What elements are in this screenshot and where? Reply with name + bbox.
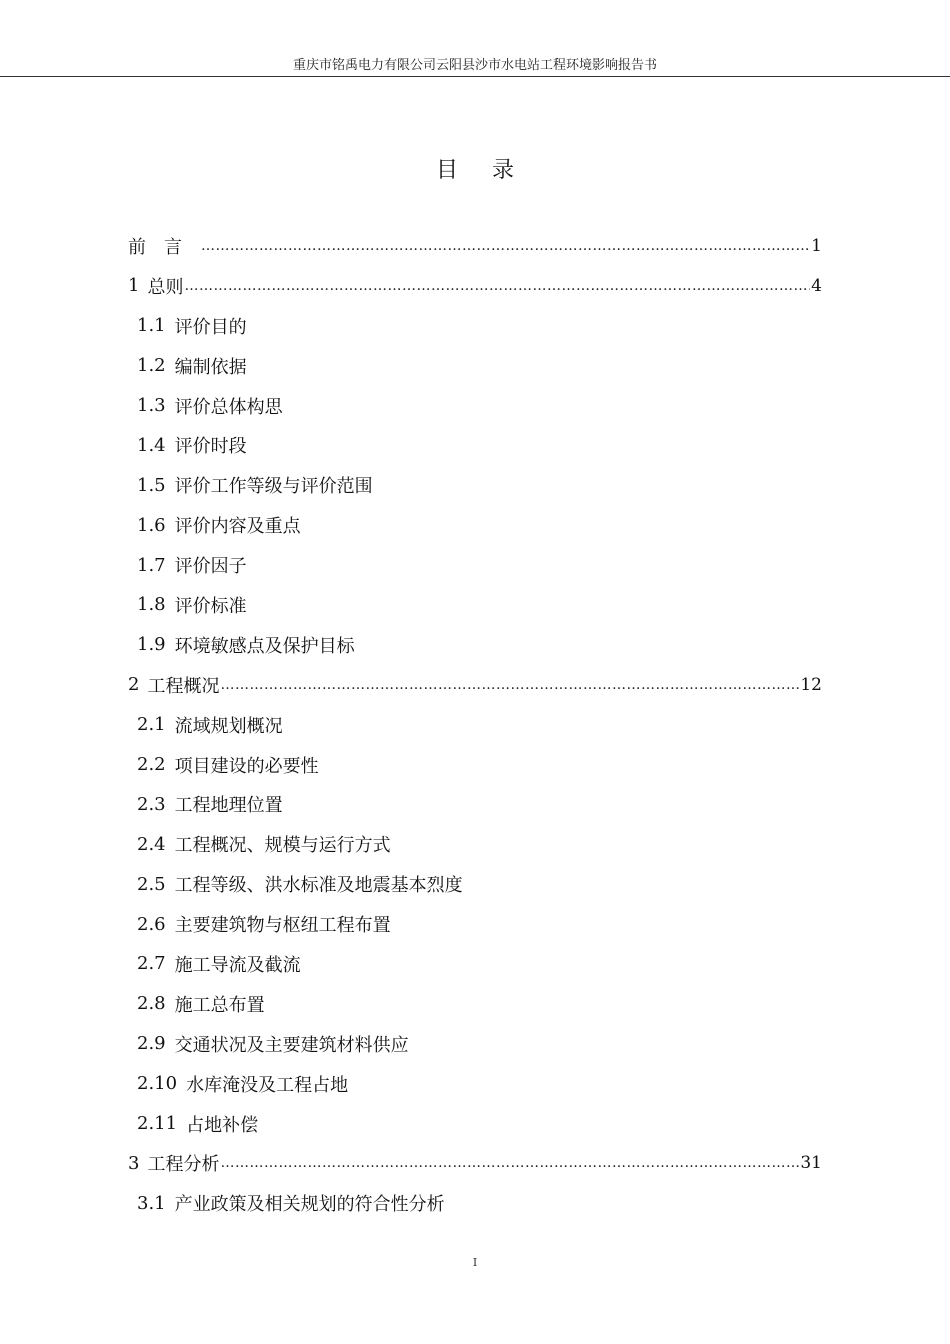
toc-entry-chapter-2[interactable] <box>128 665 822 705</box>
toc-entry-section[interactable] <box>128 505 822 545</box>
toc-entry-label: 交通状况及主要建筑材料供应 <box>174 1034 409 1056</box>
toc-entry-number: 2.5 <box>137 873 166 895</box>
toc-entry-label: 编制依据 <box>174 356 247 378</box>
toc-entry-label: 工程地理位置 <box>174 795 283 817</box>
toc-entry-section[interactable] <box>128 904 822 944</box>
toc-entry-section[interactable] <box>128 944 822 984</box>
toc-entry-label: 产业政策及相关规划的符合性分析 <box>174 1194 445 1216</box>
toc-entry-label: 施工导流及截流 <box>174 954 301 976</box>
toc-entry-section[interactable] <box>128 545 822 585</box>
toc-entry-label: 总则 <box>147 276 184 298</box>
toc-entry-number: 2.2 <box>137 754 166 776</box>
toc-entry-label: 主要建筑物与枢纽工程布置 <box>174 915 391 937</box>
toc-entry-number: 1.5 <box>137 474 166 496</box>
toc-entry-page: 4 <box>811 275 822 296</box>
toc-entry-chapter-1[interactable] <box>128 266 822 306</box>
toc-entry-number: 2.7 <box>137 953 166 975</box>
toc-leader-dots <box>184 278 810 294</box>
toc-entry-number: 2.9 <box>137 1033 166 1055</box>
toc-entry-section[interactable] <box>128 386 822 426</box>
toc-entry-label: 流域规划概况 <box>174 715 283 737</box>
toc-entry-number: 1.4 <box>137 434 166 456</box>
toc-entry-section[interactable] <box>128 1104 822 1144</box>
toc-entry-label: 评价总体构思 <box>174 396 283 418</box>
toc-entry-number: 2 <box>128 674 140 696</box>
toc-entry-number: 1.3 <box>137 395 166 416</box>
toc-entry-label: 占地补偿 <box>186 1114 259 1136</box>
running-header: 重庆市铭禹电力有限公司云阳县沙市水电站工程环境影响报告书 <box>292 58 657 73</box>
toc-entry-label: 评价时段 <box>174 436 247 458</box>
toc-entry-section[interactable] <box>128 585 822 625</box>
toc-leader-dots <box>220 677 799 693</box>
toc-entry-section[interactable] <box>128 1064 822 1104</box>
toc-entry-section[interactable] <box>128 824 822 864</box>
toc-entry-section[interactable] <box>128 784 822 824</box>
toc-entry-label: 项目建设的必要性 <box>174 755 319 777</box>
toc-entry-page: 1 <box>811 235 822 256</box>
toc-entry-page: 12 <box>800 674 822 695</box>
toc-entry-number: 3 <box>128 1152 140 1174</box>
toc-entry-section[interactable] <box>128 625 822 665</box>
toc-entry-number: 2.1 <box>137 714 166 736</box>
toc-entry-preface[interactable] <box>128 226 822 266</box>
toc-entry-label: 工程概况 <box>147 675 220 697</box>
toc-entry-section[interactable] <box>128 1024 822 1064</box>
page-number: I <box>472 1256 478 1269</box>
toc-entry-number: 1.8 <box>137 594 166 616</box>
toc-entry-label: 施工总布置 <box>174 994 265 1016</box>
toc-entry-section[interactable] <box>128 425 822 465</box>
toc-entry-label: 评价标准 <box>174 595 247 617</box>
toc-entry-label: 前言 <box>128 236 200 258</box>
toc-entry-number: 2.11 <box>137 1113 178 1135</box>
toc-entry-chapter-3[interactable] <box>128 1143 822 1183</box>
toc-entry-label: 工程概况、规模与运行方式 <box>174 835 391 857</box>
toc-entry-label: 水库淹没及工程占地 <box>186 1074 349 1096</box>
toc-leader-dots <box>220 1155 799 1171</box>
toc-entry-section[interactable] <box>128 1183 822 1223</box>
toc-entry-section[interactable] <box>128 306 822 346</box>
toc-entry-label: 工程分析 <box>147 1154 220 1176</box>
toc-entry-number: 1.6 <box>137 514 166 536</box>
toc-entry-section[interactable] <box>128 745 822 785</box>
toc-entry-number: 2.8 <box>137 993 166 1015</box>
toc-entry-number: 1.1 <box>137 315 166 337</box>
toc-entry-number: 1.7 <box>137 554 166 576</box>
toc-entry-section[interactable] <box>128 465 822 505</box>
toc-entry-number: 2.10 <box>137 1073 178 1095</box>
header-rule <box>0 76 950 77</box>
toc-entry-number: 3.1 <box>137 1192 166 1214</box>
toc-entry-section[interactable] <box>128 346 822 386</box>
toc-entry-section[interactable] <box>128 864 822 904</box>
toc-entry-number: 2.6 <box>137 913 166 935</box>
toc-entry-label: 工程等级、洪水标准及地震基本烈度 <box>174 875 463 897</box>
toc-entry-section[interactable] <box>128 984 822 1024</box>
toc-entry-number: 1 <box>128 275 140 297</box>
toc-entry-number: 1.9 <box>137 634 166 656</box>
toc-entry-section[interactable] <box>128 705 822 745</box>
toc-entry-number: 2.4 <box>137 833 166 855</box>
toc-entry-label: 评价内容及重点 <box>174 516 301 538</box>
table-of-contents <box>128 226 822 1223</box>
toc-entry-label: 评价目的 <box>174 316 247 338</box>
toc-entry-label: 评价工作等级与评价范围 <box>174 476 373 498</box>
toc-entry-label: 环境敏感点及保护目标 <box>174 635 355 657</box>
toc-leader-dots <box>201 238 810 254</box>
toc-entry-page: 31 <box>800 1153 822 1174</box>
toc-title: 目录 <box>435 158 548 183</box>
toc-entry-label: 评价因子 <box>174 556 247 578</box>
toc-entry-number: 1.2 <box>137 355 166 377</box>
toc-entry-number: 2.3 <box>137 793 166 815</box>
